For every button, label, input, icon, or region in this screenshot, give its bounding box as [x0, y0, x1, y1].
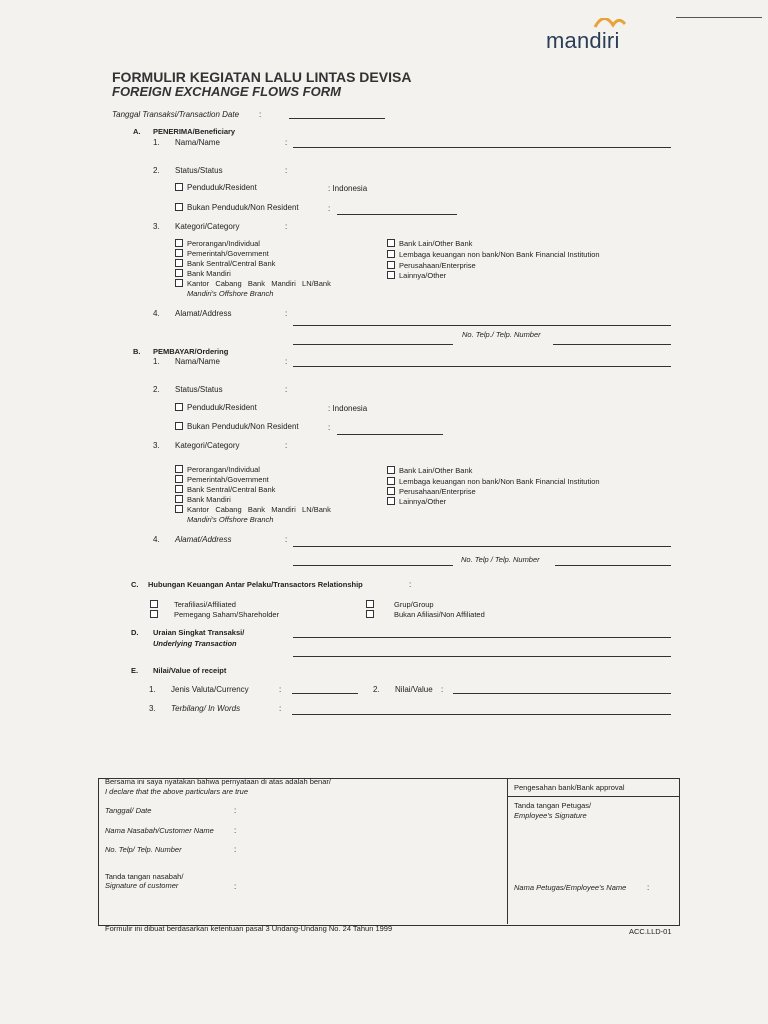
signature-box [98, 778, 680, 926]
e-words-num: 3. [149, 704, 156, 713]
a-address-field[interactable] [293, 325, 671, 326]
b-cat-other[interactable]: Lainnya/Other [387, 497, 446, 506]
approval-signature-label-1: Tanda tangan Petugas/ [514, 801, 592, 810]
d-field-1[interactable] [293, 637, 671, 638]
b-nonresident-field[interactable] [337, 434, 443, 435]
c-shareholder[interactable]: Pemegang Saham/Shareholder [150, 610, 279, 619]
b-cat-enterprise[interactable]: Perusahaan/Enterprise [387, 487, 476, 496]
section-e-title: Nilai/Value of receipt [153, 666, 227, 675]
form-code: ACC.LLD-01 [629, 927, 672, 936]
e-value-field[interactable] [453, 693, 671, 694]
a-status-label: Status/Status [175, 166, 223, 175]
e-value-num: 2. [373, 685, 380, 694]
declaration-line-1: Bersama ini saya nyatakan bahwa pernyataan di atas adalah benar/ [105, 777, 331, 786]
checkbox[interactable] [175, 422, 183, 430]
date-field[interactable] [289, 118, 385, 119]
decl-phone-label: No. Telp/ Telp. Number [105, 845, 182, 854]
approval-employee-name-label: Nama Petugas/Employee's Name [514, 883, 627, 892]
section-e-letter: E. [131, 666, 139, 675]
b-cat-individual[interactable]: Perorangan/Individual [175, 465, 260, 474]
b-phone-field[interactable] [555, 565, 671, 566]
a-phone-label: No. Telp./ Telp. Number [462, 330, 541, 339]
a-cat-individual[interactable]: Perorangan/Individual [175, 239, 260, 248]
a-cat-other[interactable]: Lainnya/Other [387, 271, 446, 280]
b-category-num: 3. [153, 441, 160, 450]
b-name-label: Nama/Name [175, 357, 220, 366]
b-address-num: 4. [153, 535, 160, 544]
b-resident-option[interactable]: Penduduk/Resident [175, 403, 257, 412]
a-address-label: Alamat/Address [175, 309, 232, 318]
approval-title: Pengesahan bank/Bank approval [514, 783, 625, 792]
form-title-en: FOREIGN EXCHANGE FLOWS FORM [112, 84, 341, 99]
a-cat-central-bank[interactable]: Bank Sentral/Central Bank [175, 259, 275, 268]
section-c-title: Hubungan Keuangan Antar Pelaku/Transactors Relationship [148, 580, 363, 589]
a-category-label: Kategori/Category [175, 222, 240, 231]
a-cat-offshore-cont: Mandiri's Offshore Branch [187, 289, 274, 298]
checkbox[interactable] [175, 183, 183, 191]
b-name-field[interactable] [293, 366, 671, 367]
section-a-title: PENERIMA/Beneficiary [153, 127, 236, 136]
section-d-title-1: Uraian Singkat Transaksi/ [153, 628, 245, 637]
a-nonresident-field[interactable] [337, 214, 457, 215]
b-name-num: 1. [153, 357, 160, 366]
a-name-field[interactable] [293, 147, 671, 148]
b-nonresident-option[interactable]: Bukan Penduduk/Non Resident [175, 422, 299, 431]
section-b-title: PEMBAYAR/Ordering [153, 347, 229, 356]
decl-signature-label-1: Tanda tangan nasabah/ [105, 872, 184, 881]
a-cat-other-bank[interactable]: Bank Lain/Other Bank [387, 239, 472, 248]
b-cat-bank-mandiri[interactable]: Bank Mandiri [175, 495, 231, 504]
section-b-letter: B. [133, 347, 141, 356]
b-cat-other-bank[interactable]: Bank Lain/Other Bank [387, 466, 472, 475]
top-rule [676, 17, 762, 18]
declaration-line-2: I declare that the above particulars are true [105, 787, 248, 796]
b-phone-label: No. Telp / Telp. Number [461, 555, 540, 564]
a-resident-value: : Indonesia [328, 184, 368, 193]
b-cat-central-bank[interactable]: Bank Sentral/Central Bank [175, 485, 275, 494]
c-group[interactable]: Grup/Group [366, 600, 434, 609]
e-currency-num: 1. [149, 685, 156, 694]
e-words-field[interactable] [292, 714, 671, 715]
decl-date-label: Tanggal/ Date [105, 806, 152, 815]
brand-name: mandiri [546, 28, 620, 53]
b-address-field[interactable] [293, 546, 671, 547]
a-name-num: 1. [153, 138, 160, 147]
section-d-title-2: Underlying Transaction [153, 639, 237, 648]
b-status-num: 2. [153, 385, 160, 394]
section-a-letter: A. [133, 127, 141, 136]
a-cat-nonbank[interactable]: Lembaga keuangan non bank/Non Bank Financial Institution [387, 250, 600, 259]
e-currency-field[interactable] [292, 693, 358, 694]
e-words-label: Terbilang/ In Words [171, 704, 241, 713]
b-cat-offshore-cont: Mandiri's Offshore Branch [187, 515, 274, 524]
e-currency-label: Jenis Valuta/Currency [171, 685, 249, 694]
a-cat-bank-mandiri[interactable]: Bank Mandiri [175, 269, 231, 278]
c-non-affiliated[interactable]: Bukan Afiliasi/Non Affiliated [366, 610, 485, 619]
d-field-2[interactable] [293, 656, 671, 657]
c-affiliated[interactable]: Terafiliasi/Affiliated [150, 600, 236, 609]
b-status-label: Status/Status [175, 385, 223, 394]
section-d-letter: D. [131, 628, 139, 637]
a-phone-field[interactable] [553, 344, 671, 345]
a-nonresident-option[interactable]: Bukan Penduduk/Non Resident [175, 203, 299, 212]
a-address-num: 4. [153, 309, 160, 318]
a-cat-offshore[interactable]: Kantor Cabang Bank Mandiri LN/Bank [175, 279, 331, 288]
section-c-letter: C. [131, 580, 139, 589]
date-label: Tanggal Transaksi/Transaction Date [112, 110, 240, 119]
b-cat-government[interactable]: Pemerintah/Government [175, 475, 269, 484]
decl-signature-label-2: Signature of customer [105, 881, 179, 890]
a-cat-government[interactable]: Pemerintah/Government [175, 249, 269, 258]
b-resident-value: : Indonesia [328, 404, 368, 413]
approval-signature-label-2: Employee's Signature [514, 811, 587, 820]
b-category-label: Kategori/Category [175, 441, 240, 450]
e-value-label: Nilai/Value [395, 685, 433, 694]
checkbox[interactable] [175, 203, 183, 211]
decl-customer-name-label: Nama Nasabah/Customer Name [105, 826, 214, 835]
a-resident-option[interactable]: Penduduk/Resident [175, 183, 257, 192]
a-status-num: 2. [153, 166, 160, 175]
checkbox[interactable] [175, 403, 183, 411]
b-address-label: Alamat/Address [175, 535, 232, 544]
a-cat-enterprise[interactable]: Perusahaan/Enterprise [387, 261, 476, 270]
approval-divider [507, 796, 679, 797]
b-cat-nonbank[interactable]: Lembaga keuangan non bank/Non Bank Financial Institution [387, 477, 600, 486]
a-address-field-2[interactable] [293, 344, 453, 345]
b-cat-offshore[interactable]: Kantor Cabang Bank Mandiri LN/Bank [175, 505, 331, 514]
b-address-field-2[interactable] [293, 565, 453, 566]
a-name-label: Nama/Name [175, 138, 220, 147]
a-category-num: 3. [153, 222, 160, 231]
footer-legal: Formulir ini dibuat berdasarkan ketentuan pasal 3 Undang-Undang No. 24 Tahun 1999 [105, 924, 393, 933]
signature-box-divider [507, 778, 508, 924]
form-title-id: FORMULIR KEGIATAN LALU LINTAS DEVISA [112, 69, 412, 85]
